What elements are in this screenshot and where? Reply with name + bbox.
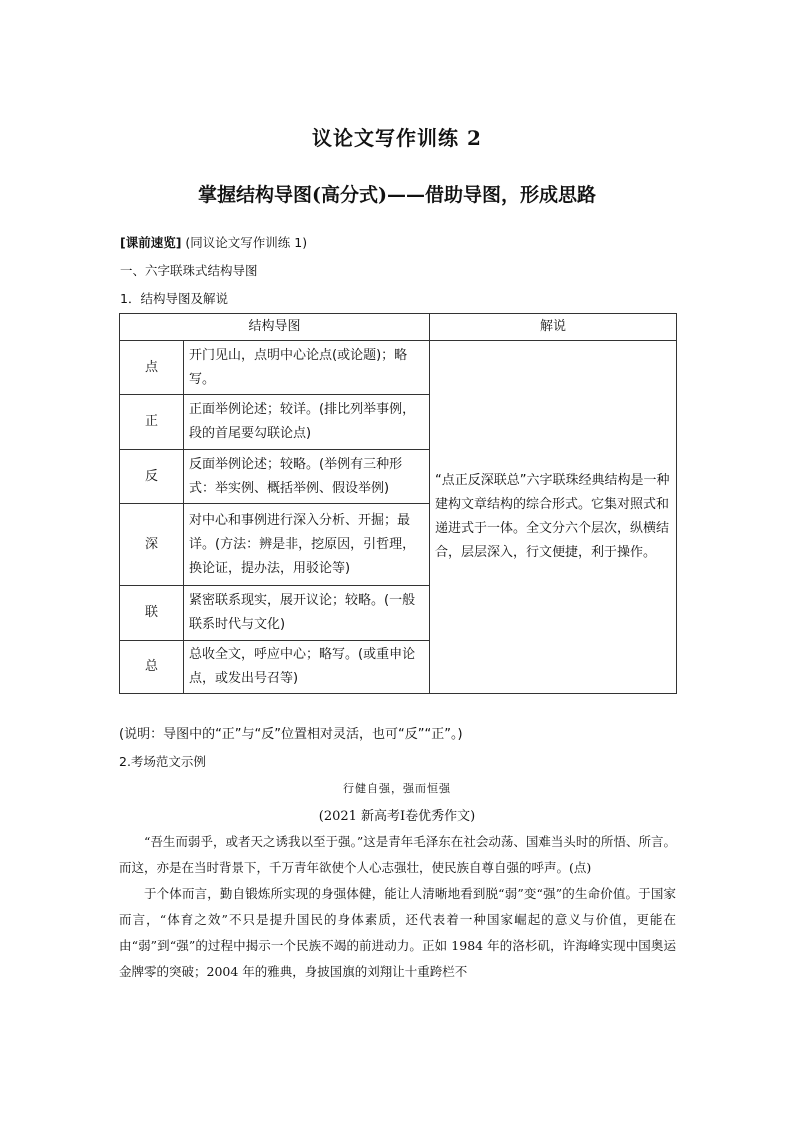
section-heading-2: 2.考场范文示例 <box>119 754 206 769</box>
row-key: 正 <box>120 395 184 450</box>
table-header-row <box>120 314 677 341</box>
essay-body <box>119 829 676 985</box>
row-desc: 开门见山，点明中心论点(或论题)；略写。 <box>184 341 430 395</box>
row-desc: 总收全文，呼应中心；略写。(或重申论点，或发出号召等) <box>184 641 430 694</box>
row-key: 反 <box>120 450 184 504</box>
row-key: 联 <box>120 586 184 641</box>
preview-text: (同议论文写作训练 1) <box>185 235 308 250</box>
row-desc: 反面举例论述；较略。(举例有三种形式：举实例、概括举例、假设举例) <box>184 450 430 504</box>
section-heading-1: 一、六字联珠式结构导图 <box>120 263 258 278</box>
preview-label: [课前速览] <box>120 235 182 250</box>
page-subtitle: 掌握结构导图(高分式)——借助导图，形成思路 <box>198 184 596 206</box>
table-note: (说明：导图中的“正”与“反”位置相对灵活，也可“反”“正”。) <box>119 727 463 742</box>
row-key: 点 <box>120 341 184 395</box>
table-row <box>120 341 677 395</box>
structure-table <box>119 313 677 694</box>
row-desc: 正面举例论述；较详。(排比列举事例，段的首尾要勾联论点) <box>184 395 430 450</box>
header-explain: 解说 <box>430 314 677 341</box>
row-desc: 对中心和事例进行深入分析、开掘；最详。(方法：辨是非，挖原因，引哲理，换论证，提办法，用驳论等) <box>184 504 430 586</box>
essay-paragraph: 于个体而言，勤自锻炼所实现的身强体健，能让人清晰地看到脱“弱”变“强”的生命价值。于国家而言，“体育之效”不只是提升国民的身体素质，还代表着一种国家崛起的意义与价值，更能在由“弱”到“强”的过程中揭示一个民族不竭的前进动力。正如 1984 年的洛杉矶，许海峰实现中国奥运金牌零的突破；2004 年的雅典，身披国旗的刘翔让十重跨栏不 <box>119 886 676 979</box>
row-key: 深 <box>120 504 184 586</box>
subsection-heading-1: 1．结构导图及解说 <box>120 291 228 306</box>
essay-source: (2021 新高考Ⅰ卷优秀作文) <box>318 809 476 824</box>
essay-title: 行健自强，强而恒强 <box>343 782 451 795</box>
explanation-cell: “点正反深联总”六字联珠经典结构是一种建构文章结构的综合形式。它集对照式和递进式于一体。全文分六个层次，纵横结合，层层深入，行文便捷，利于操作。 <box>430 341 677 694</box>
row-key: 总 <box>120 641 184 694</box>
page-title: 议论文写作训练 2 <box>312 126 482 150</box>
essay-paragraph: “吾生而弱乎，或者天之诱我以至于强。”这是青年毛泽东在社会动荡、国难当头时的所悟、所言。而这，亦是在当时背景下，千万青年欲使个人心志强壮，使民族自尊自强的呼声。(点) <box>119 834 676 875</box>
preview-line <box>120 233 307 251</box>
header-structure: 结构导图 <box>120 314 430 341</box>
row-desc: 紧密联系现实，展开议论；较略。(一般联系时代与文化) <box>184 586 430 641</box>
